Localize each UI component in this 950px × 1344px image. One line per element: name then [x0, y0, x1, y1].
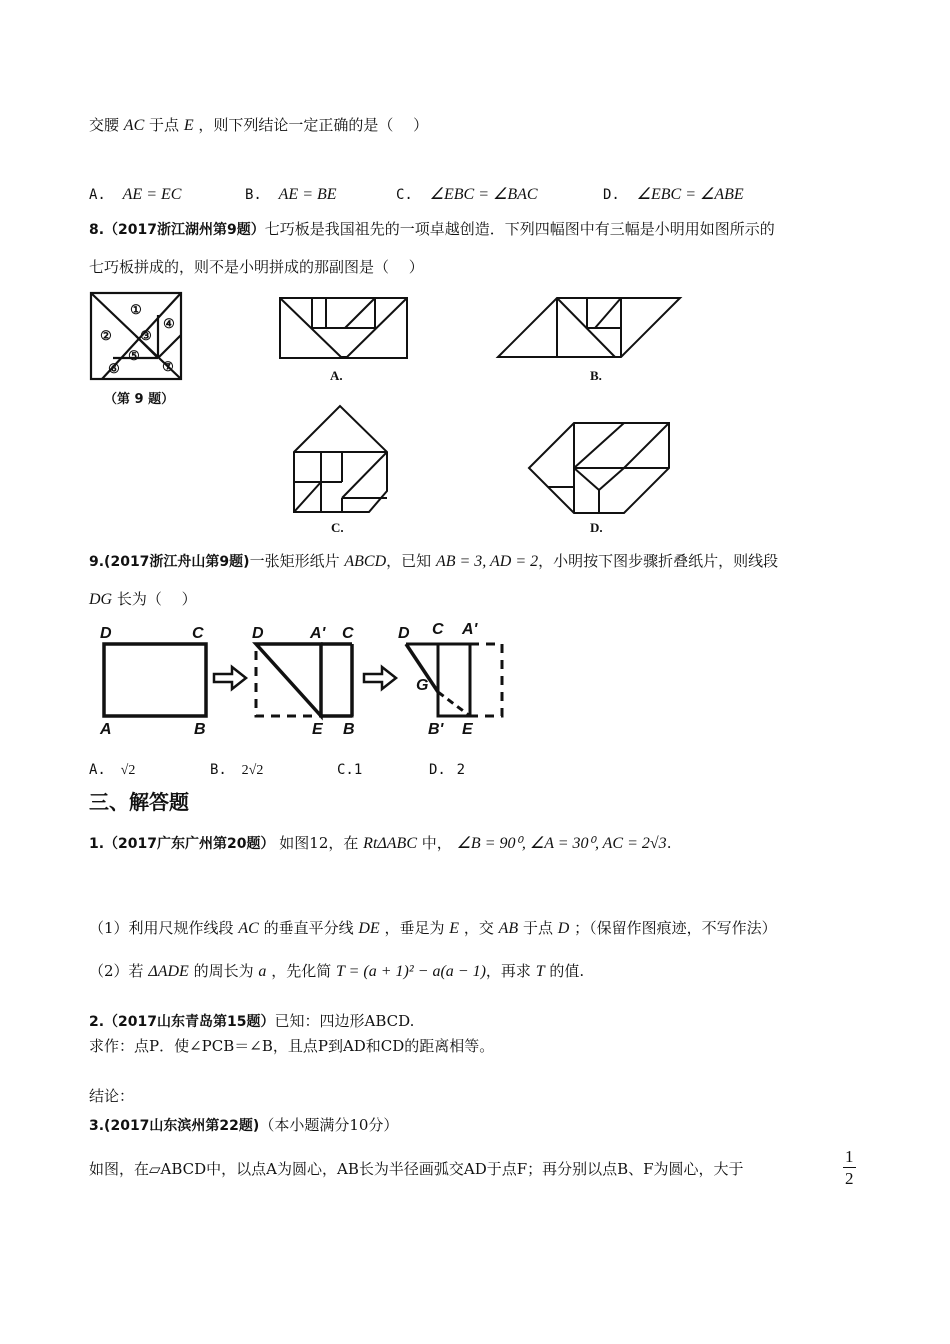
tangram-option-d-label: D.	[590, 520, 603, 535]
math-variable: T	[535, 963, 545, 980]
question-text: ；（保留作图痕迹，不写作法）	[574, 919, 777, 937]
q9-option-d[interactable]	[429, 760, 465, 779]
q7-segment: AC	[123, 117, 145, 134]
fig1-label-c: C	[192, 625, 204, 642]
q9-condition: AB = 3, AD = 2	[435, 553, 539, 570]
fraction-numerator: 1	[845, 1147, 854, 1166]
fig3-label-a-prime: A'	[462, 621, 478, 638]
fig2-label-e: E	[312, 721, 323, 738]
q9-option-a[interactable]	[89, 760, 135, 780]
math-segment: AB	[498, 920, 519, 937]
fig3-label-b-prime: B'	[428, 721, 444, 738]
option-letter: C.	[337, 762, 354, 778]
question-text: ，交	[463, 919, 494, 937]
option-letter: C.	[396, 187, 413, 203]
q7-option-c[interactable]	[396, 185, 538, 204]
question-tag: 2.（2017山东青岛第15题）	[89, 1014, 275, 1030]
math-point: E	[449, 920, 460, 937]
question-text: 的周长为	[193, 962, 254, 980]
option-expr: √2	[120, 763, 136, 778]
p2-conclusion: 结论：	[89, 1087, 135, 1105]
tangram-option-b-label: B.	[590, 368, 602, 383]
q7-text: ，则下列结论一定正确的是（ ）	[198, 116, 429, 134]
math-variable: a	[258, 963, 267, 980]
piece-7-label: ⑦	[162, 359, 174, 374]
question-text: 的值.	[549, 962, 585, 980]
question-text: 中，	[421, 834, 452, 852]
piece-3-label: ③	[140, 328, 152, 343]
option-letter: A.	[89, 762, 106, 778]
question-text: 于点	[522, 919, 553, 937]
option-letter: B.	[210, 762, 227, 778]
fig3-label-e: E	[462, 721, 473, 738]
option-letter: D.	[603, 187, 620, 203]
question-text: ，小明按下图步骤折叠纸片，则线段	[538, 552, 779, 570]
math-triangle: ΔADE	[148, 963, 189, 980]
question-text: ，已知	[386, 552, 432, 570]
q7-option-a[interactable]	[89, 185, 181, 204]
piece-4-label: ④	[163, 316, 175, 331]
q9-stem-line1	[89, 552, 778, 571]
tangram-option-c-label: C.	[331, 520, 344, 535]
question-tag: 3.(2017山东滨州第22题)	[89, 1118, 260, 1134]
q9-rectangle: ABCD	[344, 553, 387, 570]
question-text: ，垂足为	[384, 919, 445, 937]
option-letter: A.	[89, 187, 106, 203]
piece-5-label: ⑤	[128, 348, 140, 363]
question-text: .	[666, 834, 672, 852]
q8-stem-line1	[89, 220, 775, 239]
fig3-label-g: G	[416, 677, 429, 694]
tangram-option-b-figure[interactable]	[497, 297, 681, 359]
question-score: （本小题满分10分）	[259, 1116, 399, 1134]
option-expr: 1	[353, 762, 363, 778]
option-expr: AE = BE	[278, 186, 337, 203]
tangram-option-a-figure[interactable]	[279, 297, 409, 359]
question-text: （2）若	[89, 962, 144, 980]
q7-text: 于点	[149, 116, 180, 134]
question-text: 的垂直平分线	[263, 919, 354, 937]
q7-stem	[89, 116, 428, 135]
question-text: 如图12，在	[279, 834, 359, 852]
piece-1-label: ①	[130, 302, 142, 317]
question-tag: 1.（2017广东广州第20题）	[89, 836, 275, 852]
fig1-label-a: A	[100, 721, 112, 738]
option-expr: 2√2	[241, 763, 264, 778]
p3-line: 如图，在▱ABCD中，以点A为圆心，AB长为半径画弧交AD于点F；再分别以点B、F为圆心，大于	[89, 1160, 744, 1178]
option-expr: ∠EBC = ∠BAC	[429, 186, 538, 203]
math-expression: T = (a + 1)² − a(a − 1)	[335, 963, 486, 980]
q9-option-b[interactable]	[210, 760, 263, 780]
fig2-label-b: B	[343, 721, 355, 738]
fig2-label-a-prime: A'	[310, 625, 326, 642]
q7-point: E	[183, 117, 194, 134]
math-point: D	[557, 920, 570, 937]
q9-option-c[interactable]	[337, 760, 362, 779]
q7-text: 交腰	[89, 116, 120, 134]
question-text: 长为（ ）	[116, 590, 197, 608]
question-tag: 8.（2017浙江湖州第9题）	[89, 222, 265, 238]
option-expr: ∠EBC = ∠ABE	[636, 186, 744, 203]
p1-triangle: RtΔABC	[363, 835, 417, 852]
piece-2-label: ②	[100, 328, 112, 343]
option-expr: AE = EC	[122, 186, 182, 203]
q7-option-d[interactable]	[603, 185, 744, 204]
p3-fraction	[843, 1148, 856, 1187]
section-title: 三、解答题	[89, 790, 189, 814]
p1-condition: ∠B = 90⁰, ∠A = 30⁰, AC = 2√3	[456, 835, 667, 852]
p1-subquestion-2	[89, 962, 584, 981]
fig3-label-d: D	[398, 625, 410, 642]
option-letter: B.	[245, 187, 262, 203]
tangram-option-d-figure[interactable]	[528, 422, 670, 514]
tangram-option-c-figure[interactable]	[293, 405, 389, 513]
fig2-label-c: C	[342, 625, 354, 642]
p3-stem	[89, 1116, 398, 1135]
q9-stem-line2	[89, 590, 197, 609]
question-text: 已知：四边形ABCD.	[274, 1012, 415, 1030]
math-segment: AC	[238, 920, 259, 937]
figure-caption: （第 9 题）	[104, 392, 175, 407]
tangram-option-a-label: A.	[330, 368, 343, 383]
math-segment: DE	[358, 920, 380, 937]
question-text: 一张矩形纸片	[249, 552, 340, 570]
fig3-label-c: C	[432, 621, 444, 638]
option-letter: D.	[429, 762, 446, 778]
question-text: ，再求	[485, 962, 531, 980]
fig1-label-d: D	[100, 625, 112, 642]
q8-stem-line2: 七巧板拼成的，则不是小明拼成的那副图是（ ）	[89, 258, 424, 276]
p1-stem	[89, 834, 671, 853]
tangram-reference-figure	[90, 292, 182, 382]
question-tag: 9.(2017浙江舟山第9题)	[89, 554, 250, 570]
paper-folding-figure	[96, 620, 528, 738]
fig2-label-d: D	[252, 625, 264, 642]
question-text: 七巧板是我国祖先的一项卓越创造．下列四幅图中有三幅是小明用如图所示的	[264, 220, 775, 238]
question-text: ，先化简	[271, 962, 332, 980]
p1-subquestion-1	[89, 919, 777, 938]
question-text: （1）利用尺规作线段	[89, 919, 234, 937]
fig1-label-b: B	[194, 721, 206, 738]
option-expr: 2	[456, 762, 466, 778]
p2-stem	[89, 1012, 414, 1031]
q7-option-b[interactable]	[245, 185, 337, 204]
fraction-denominator: 2	[845, 1169, 854, 1188]
piece-6-label: ⑥	[108, 361, 120, 376]
p2-task: 求作：点P．使∠PCB＝∠B，且点P到AD和CD的距离相等。	[89, 1037, 495, 1055]
q9-segment: DG	[89, 591, 113, 608]
